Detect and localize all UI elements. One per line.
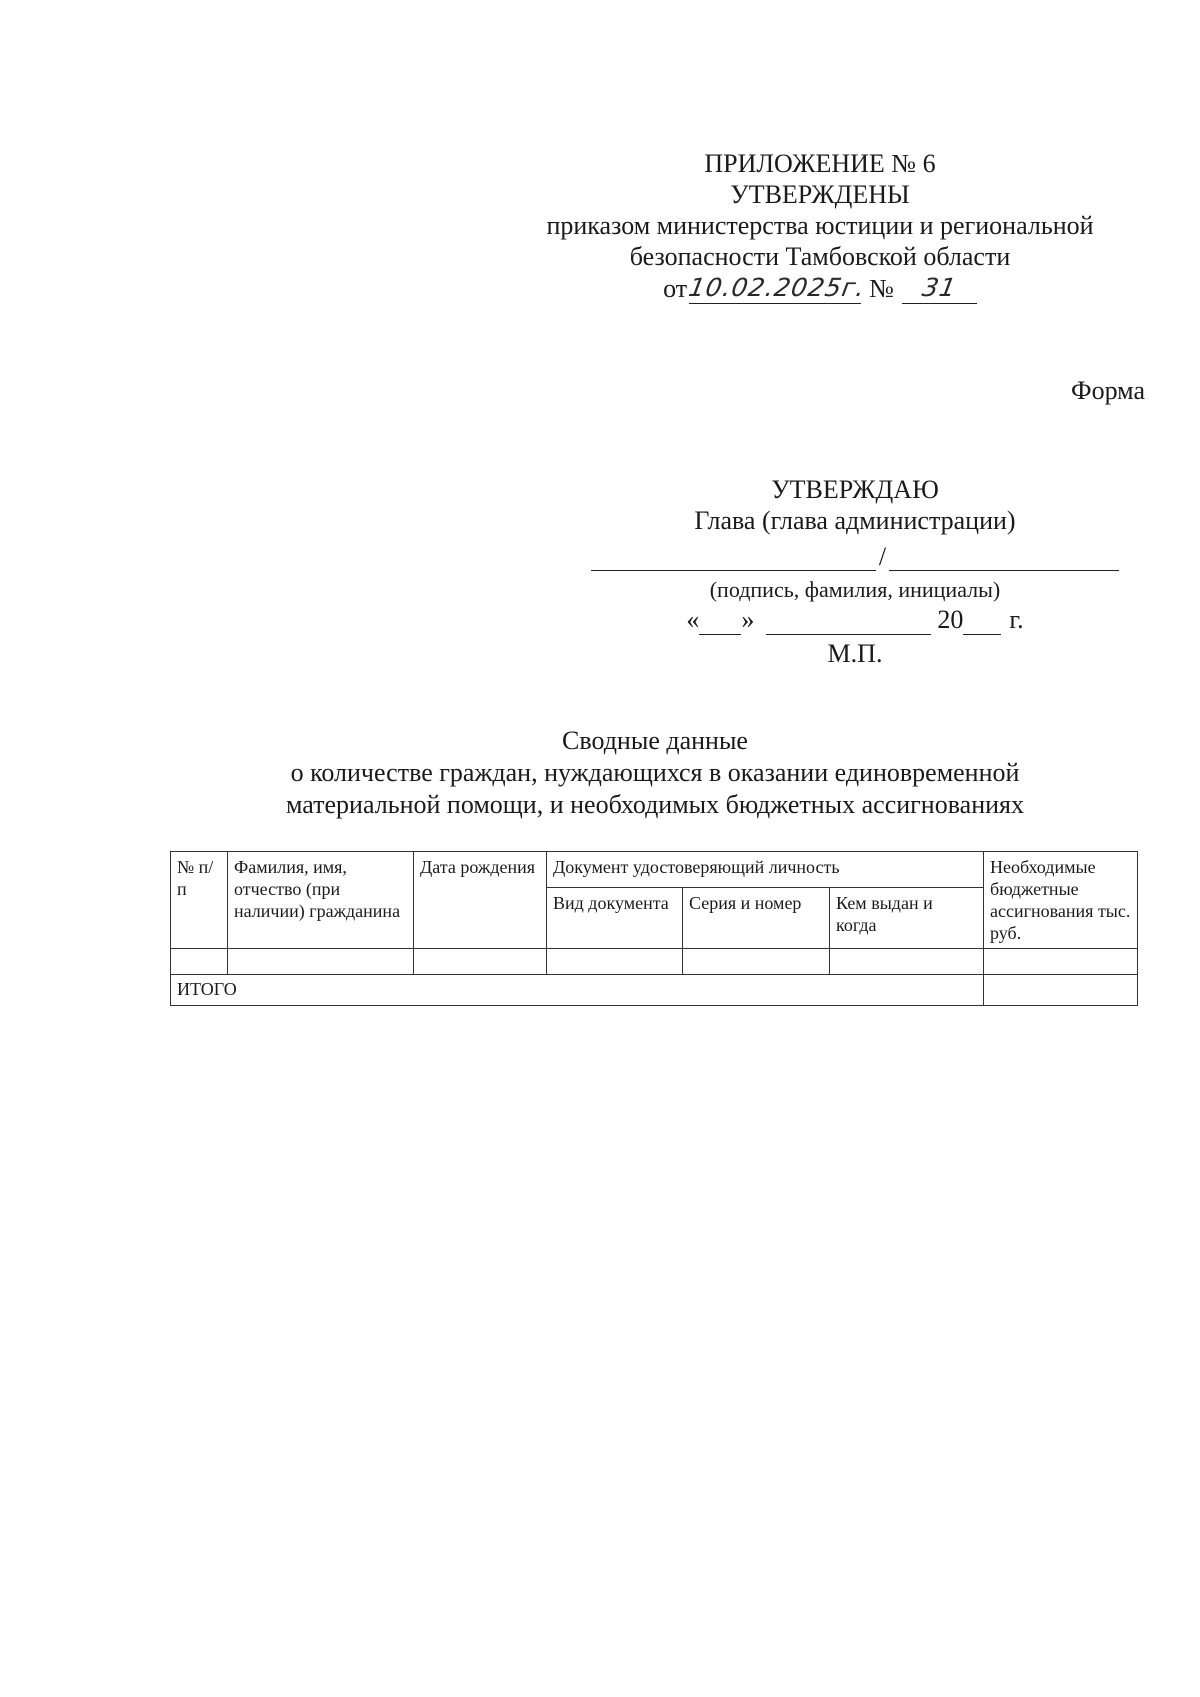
form-label: Форма — [1071, 376, 1145, 405]
signature-caption: (подпись, фамилия, инициалы) — [709, 577, 1001, 602]
table-row — [171, 949, 1138, 975]
order-text-line-2: безопасности Тамбовской области — [629, 242, 1011, 271]
order-number-field — [902, 272, 977, 304]
title-line-2: о количестве граждан, нуждающихся в оказании единовременной — [290, 758, 1020, 787]
day-blank — [699, 608, 741, 635]
table-cell — [547, 949, 683, 975]
order-date-field — [686, 272, 868, 304]
table-cell — [984, 949, 1138, 975]
approve-heading: УТВЕРЖДАЮ — [771, 475, 939, 504]
year-prefix: 20 — [937, 605, 964, 634]
title-line-1: Сводные данные — [562, 726, 748, 755]
order-date-handwritten: 10.02.2025г. — [686, 273, 868, 302]
signature-row — [575, 537, 1135, 571]
name-initials-blank — [889, 542, 1119, 571]
total-value-cell — [984, 975, 1138, 1006]
col-budget-header: Необходимые бюджетные ассигнования тыс. руб. — [984, 852, 1138, 949]
col-doc-issued-header: Кем выдан и когда — [830, 887, 984, 948]
quote-open: « — [686, 605, 700, 634]
from-label: от — [663, 274, 688, 303]
table-header-row-1 — [171, 852, 1138, 888]
table-cell — [830, 949, 984, 975]
order-text-line-1: приказом министерства юстиции и региональной — [546, 211, 1094, 240]
document-title — [150, 725, 1160, 821]
approval-block — [575, 474, 1135, 669]
month-blank — [766, 608, 931, 635]
approval-date-row — [575, 603, 1135, 635]
col-birthdate-header: Дата рождения — [414, 852, 547, 949]
signature-blank — [591, 542, 876, 571]
table-cell — [228, 949, 414, 975]
table-cell — [414, 949, 547, 975]
year-suffix: г. — [1009, 605, 1024, 634]
col-name-header: Фамилия, имя, отчество (при наличии) гражданина — [228, 852, 414, 949]
summary-table — [170, 851, 1138, 1006]
table-cell — [683, 949, 830, 975]
order-date-number-line — [500, 272, 1140, 304]
head-title: Глава (глава администрации) — [694, 506, 1016, 535]
number-label: № — [869, 274, 894, 303]
approved-heading: УТВЕРЖДЕНЫ — [730, 180, 910, 209]
col-doc-series-header: Серия и номер — [683, 887, 830, 948]
appendix-number: ПРИЛОЖЕНИЕ № 6 — [704, 149, 936, 178]
col-number-header: № п/п — [171, 852, 228, 949]
table-cell — [171, 949, 228, 975]
title-line-3: материальной помощи, и необходимых бюджетных ассигнованиях — [286, 790, 1024, 819]
quote-close: » — [741, 605, 755, 634]
seal-place: М.П. — [827, 639, 883, 668]
appendix-header — [500, 148, 1140, 304]
col-doc-type-header: Вид документа — [547, 887, 683, 948]
col-id-document-group-header: Документ удостоверяющий личность — [547, 852, 984, 888]
order-number-handwritten: 31 — [919, 273, 959, 302]
year-blank — [963, 608, 1001, 635]
total-row — [171, 975, 1138, 1006]
signature-slash: / — [878, 542, 887, 571]
total-label: ИТОГО — [171, 975, 984, 1006]
